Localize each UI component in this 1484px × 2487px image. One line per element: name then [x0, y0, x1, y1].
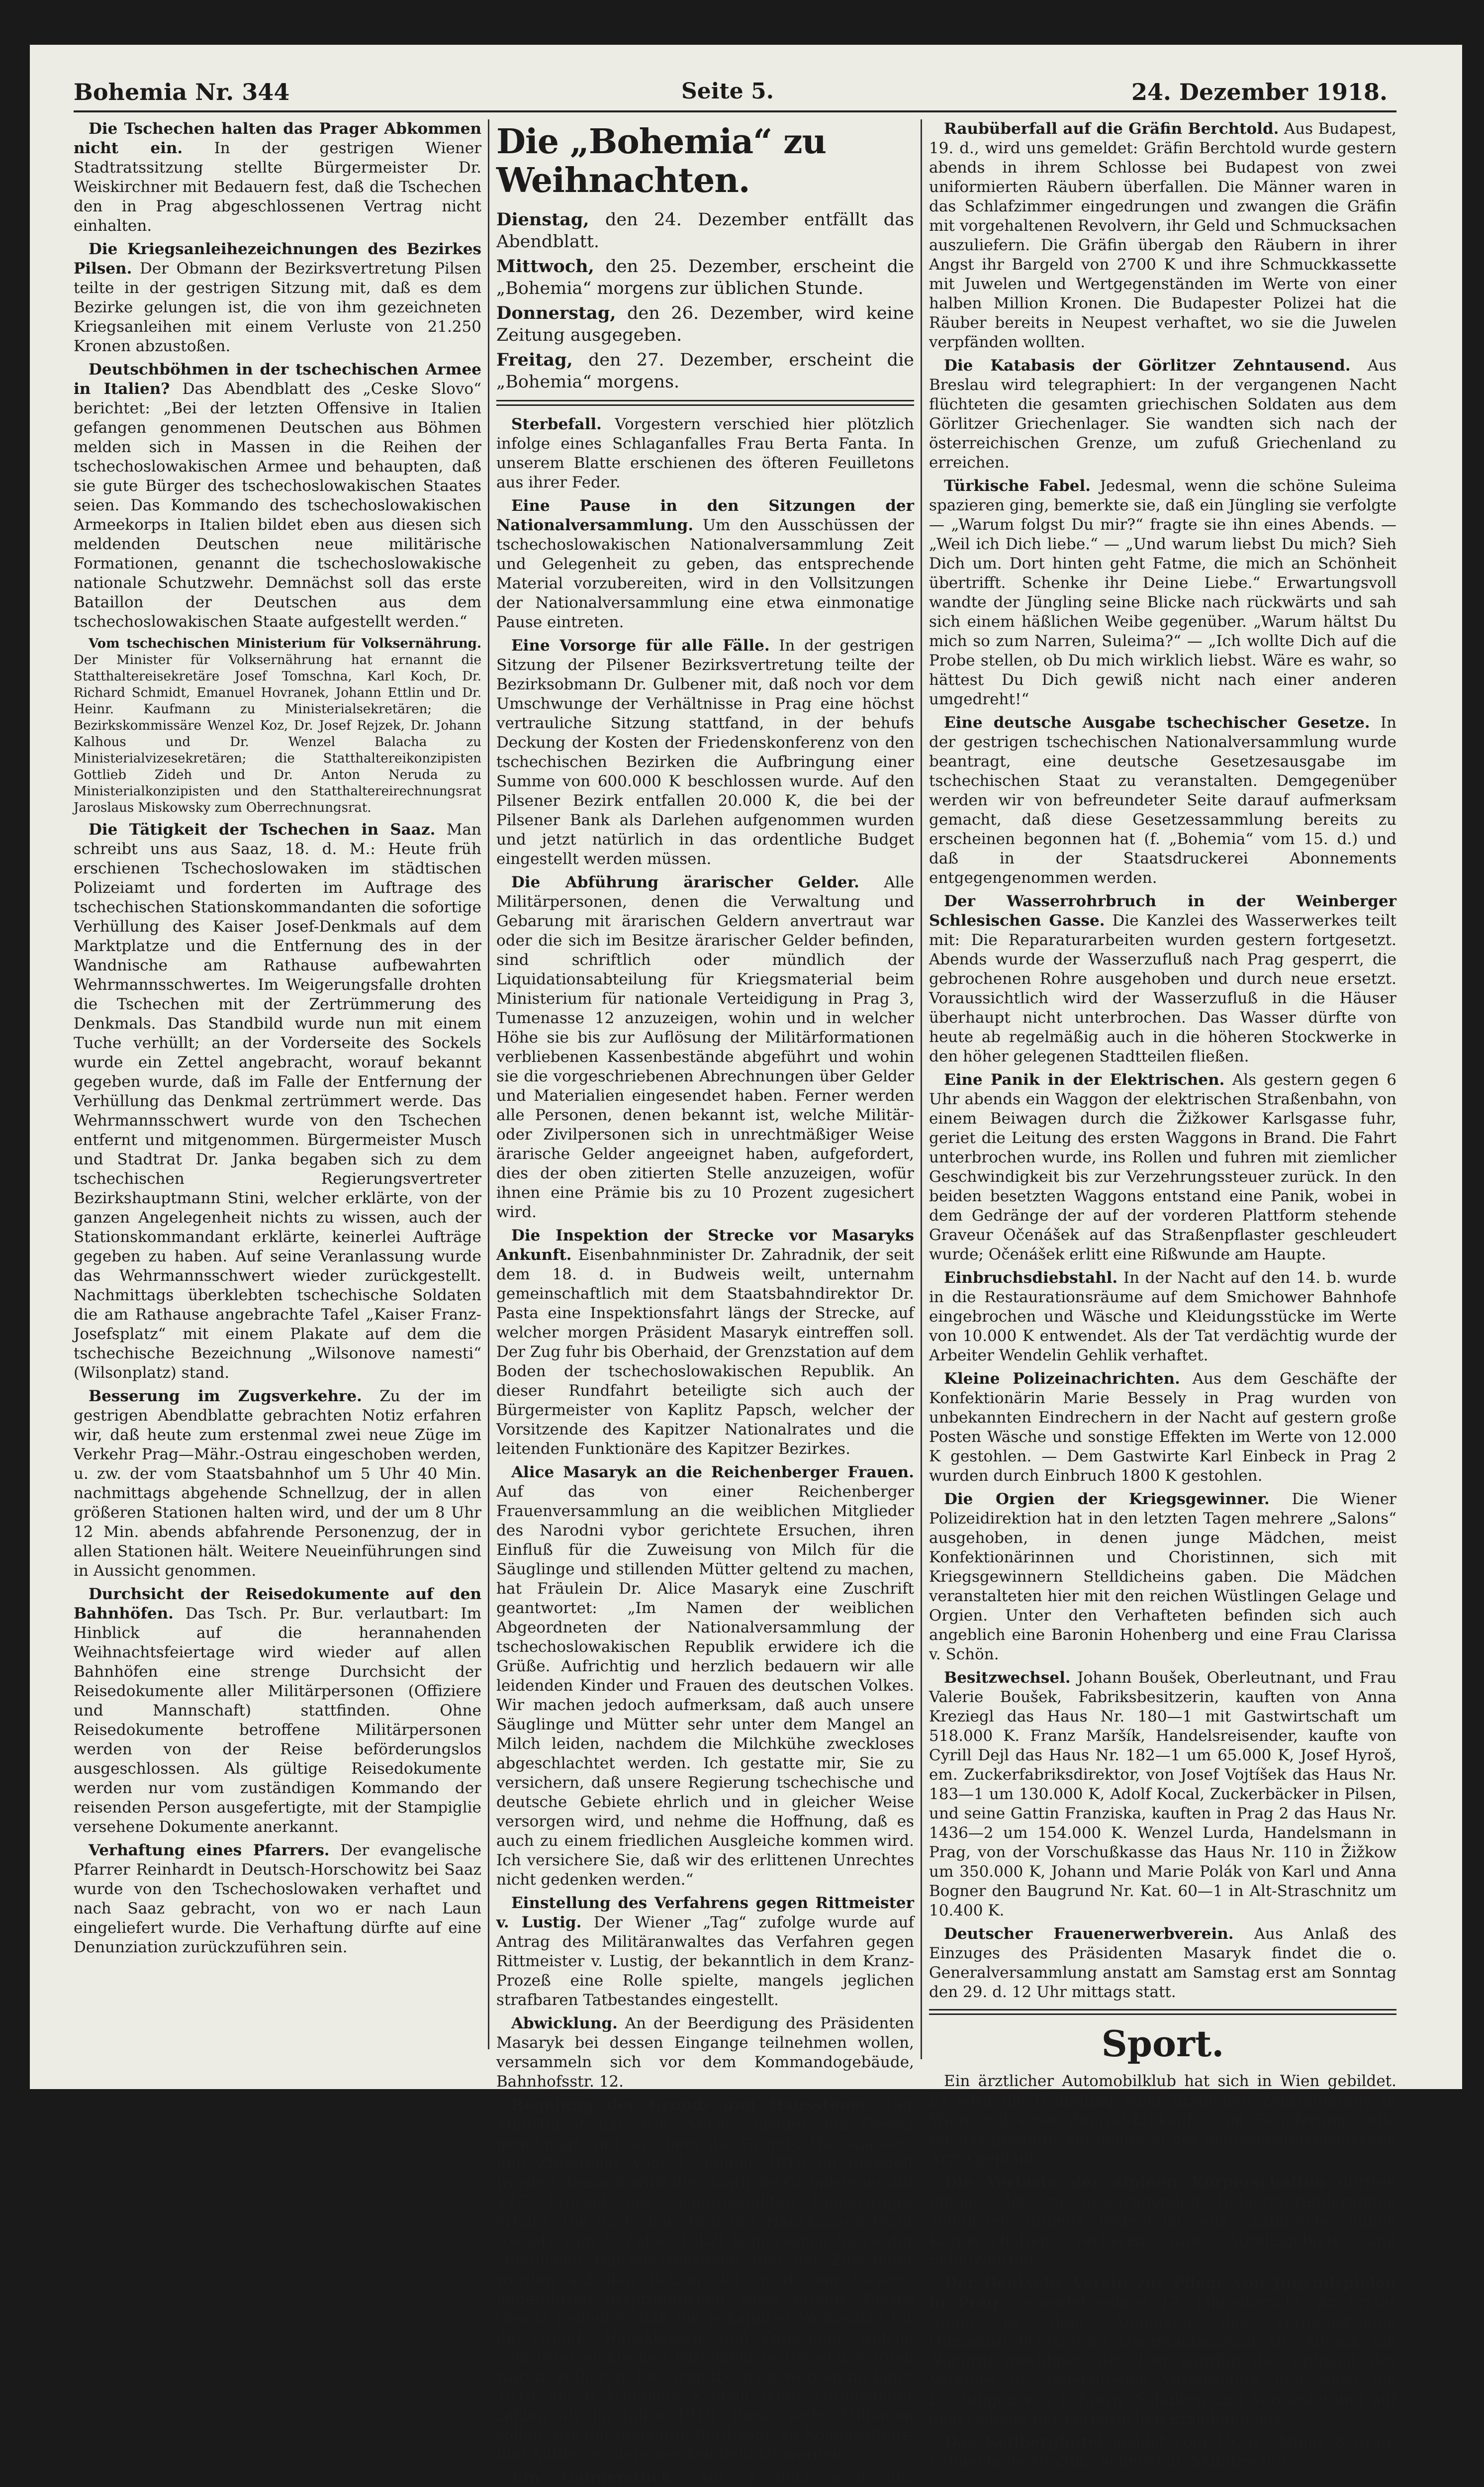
article-body: In der gestrigen tschechischen Nationalversammlung wurde beantragt, eine deutsche Gesetzesausgabe im tschechischen Staat zu veranstalten. Demgegenüber werden wir von befreundeter Seite darauf aufmerksam gemacht, daß diese Gesetzessammlung bereits zu erscheinen begonnen hat (f. „Bohemia“ vom 15. d.) und daß in der Staatsdruckerei Abonnements entgegengenommen werden. [929, 714, 1396, 887]
article-body: Das Abendblatt des „Ceske Slovo“ berichtet: „Bei der letzten Offensive in Italien gefangen genommenen Deutschen aus Böhmen melden sich in Massen in die Reihen der tschechoslowakischen Armee und behaupten, daß sie gute Bürger des tschechoslowakischen Staates seien. Das Kommando des tschechoslowakischen Armeekorps in Italien bildet eben aus diesen sich meldenden Deutschen neue militärische Formationen, genannt die tschechoslowakische nationale Schutzwehr. Demnächst soll das erste Bataillon der Deutschen aus dem tschechoslowakischen Staate aufgestellt werden.“ [74, 380, 481, 631]
article-body: An der Beerdigung des Präsidenten Masaryk bei dessen Eingange teilnehmen wollen, versammeln sich vor dem Kommandogebäude, Bahnhofsstr. 12. [496, 2014, 915, 2091]
article-headline: Die Tätigkeit der Tschechen in Saaz. [89, 821, 436, 839]
article-body: den 27. Dezember, erscheint die „Bohemia“ morgens. [496, 350, 914, 392]
article [74, 1841, 481, 1957]
article-body: Aus dem Geschäfte der Konfektionärin Marie Bessely in Prag wurden von unbekannten Eindrechern in der Nacht auf gestern große Posten Wäsche und sonstige Effekten im Werte von 12.000 K gestohlen. — Dem Gastwirte Karl Einbeck in Prag 2 wurden durch Einbruch 1800 K gestohlen. [929, 1370, 1396, 1485]
article-headline: Eine deutsche Ausgabe tschechischer Gesetze. [944, 714, 1370, 732]
article [74, 1585, 481, 1837]
article-headline: Alice Masaryk an die Reichenberger Frauen. [511, 1463, 914, 1481]
article-body: Die Wiener Polizeidirektion hat in den letzten Tagen mehrere „Salons“ ausgehoben, in denen junge Mädchen, meist Konfektionärinnen und Choristinnen, sich mit Kriegsgewinnern Stelldicheins gaben. Die Mädchen veranstalteten hier mit den reichen Wüstlingen Gelage und Orgien. Unter den Verhafteten befinden sich auch angeblich eine Baronin Hohenberg und eine Frau Clarissa v. Schön. [929, 1490, 1396, 1663]
article-headline: Freitag, [496, 350, 573, 370]
article-headline: Eine Vorsorge für alle Fälle. [511, 637, 770, 655]
article [496, 873, 914, 1222]
article-body: In der gestrigen Wiener Stadtratssitzung stellte Bürgermeister Dr. Weiskirchner mit Bedauern fest, daß die Tschechen den in Prag abgeschlossenen Vertrag nicht einhalten. [74, 139, 482, 235]
section-rule [929, 2009, 1396, 2015]
news-items [929, 119, 1396, 2002]
article-body: Der evangelische Pfarrer Reinhardt in Deutsch-Horschowitz bei Saaz wurde von den Tschechoslowaken verhaftet und nach Saaz gebracht, von wo er nach Laun eingeliefert wurde. Die Verhaftung dürfte auf eine Denunziation zurückzuführen sein. [74, 1841, 481, 1956]
schedule-item [496, 209, 914, 253]
article-headline: Die Orgien der Kriegsgewinner. [944, 1490, 1270, 1508]
issue-number: Bohemia Nr. 344 [74, 79, 290, 105]
newspaper-page [30, 45, 1462, 2487]
sport-items [929, 2072, 1396, 2472]
article-headline: Mittwoch, [496, 256, 594, 277]
sport-article [929, 2173, 1396, 2270]
page-number: Seite 5. [681, 79, 774, 104]
article-body: Eisenbahnminister Dr. Zahradnik, der seit dem 18. d. in Budweis weilt, unternahm gemeinschaftlich mit dem Staatsbahndirektor Dr. Pasta eine Inspektionsfahrt längs der Strecke, auf welcher morgen Präsident Masaryk eintreffen soll. Der Zug fuhr bis Oberhaid, der Grenzstation auf dem Boden der tschechoslowakischen Republik. An dieser Rundfahrt beteiligte sich auch der Bürgermeister von Kaplitz Papsch, welcher der Vorsitzende des Kapitzer Nationalrates und die leitenden Funktionäre des Kapitzer Bezirkes. [496, 1246, 914, 1458]
article-headline: Vom tschechischen Ministerium für Volksernährung. [89, 636, 481, 651]
article-body: Der Ministerrat hat, wie „Večer“ meldet, ein Gesetz genehmigt, mit welchem die Grund-, Hausklassen- und Zinssteuer vom 1. Jänner 1919 an geregelt werden. Danach wird die staatliche Grundsteuer auf 22,7 Prozent des sichergestellten Reinertrages erhöht. Die nach dem Tarif der Hausklassensteuer (Gesetz vom 9. Feber 1882) bemessenen Sätze der staatlichen Hausklassensteuer und der Zinssteuer werden auf den Betrag der in diesem Gesetze angeführten ursprünglichen Sätze erhöht. Dieses Gesetz bedeutet, daß die bekannten Wohnsätze für die Grund-, Hausklassen- und Zinssteuer, welche vom österreichischen Parlament festgesetzt worden waren, aufhören. Die Grundbesitzer werden im Jahre 1919 um 6 Millionen Kronen mehr Grundsteuer zahlen als im Jahre 1918. Diese sechs Millionen sollen, wie der genannte Blatt sagt, zu Kolonisations- und Aufbesserungszwecken benützt werden. [496, 2096, 914, 2463]
holiday-schedule [496, 209, 914, 393]
article [929, 1490, 1396, 1664]
article-headline: Deutschböhmen in der tschechischen Armee in Italien? [74, 361, 481, 398]
schedule-item [496, 302, 914, 346]
article-body: Der Obmann der Bezirksvertretung Pilsen teilte in der gestrigen Sitzung mit, daß es dem Bezirke gelungen ist, die von ihm gezeichneten Kriegsanleihen mit einem Verluste von 21.250 Kronen abzustoßen. [74, 260, 481, 355]
article [74, 820, 481, 1383]
issue-date: 24. Dezember 1918. [1131, 79, 1388, 105]
schedule-item [496, 349, 914, 393]
article [74, 240, 481, 356]
article [929, 1369, 1396, 1486]
article [496, 1226, 914, 1459]
article-headline: Donnerstag, [496, 303, 616, 323]
article-body: Jedesmal, wenn die schöne Suleima spazieren ging, bemerkte sie, daß ein Jüngling sie verfolgte — „Warum folgst Du mir?“ fragte sie ihn eines Abends. — „Weil ich Dich liebe.“ — „Und warum liebst Du mich? Sieh Dich um. Dort hinten geht Fatme, die mich an Schönheit übertrifft. Schenke ihr Deine Liebe.“ Erwartungsvoll wandte der Jüngling seine Blicke nach rückwärts und sah sich einem häßlichen Weibe gegenüber. „Warum hältst Du mich so zum Narren, Suleima?“ — „Ich wollte Dich auf die Probe stellen, ob Du mich wirklich liebst. Wäre es wahr, so hättest Du Dich gewiß nicht nach einer anderen umgedreht!“ [929, 477, 1396, 708]
article [74, 636, 481, 816]
article-headline: Türkische Fabel. [944, 477, 1091, 495]
article-headline: Sterbefall. [511, 415, 602, 433]
article-body: Johann Boušek, Oberleutnant, und Frau Valerie Boušek, Fabriksbesitzerin, kauften von Anna Kreziegl das Haus Nr. 180—1 mit Gastwirtschaft um 518.000 K. Franz Maršík, Handelsreisender, kaufte von Cyrill Dejl das Haus Nr. 182—1 um 65.000 K, Josef Hyroš, em. Zuckerfabriksdirektor, von Josef Vojtíšek das Haus Nr. 183—1 um 130.000 K, Adolf Kocal, Zuckerbäcker in Pilsen, und seine Gattin Franziska, kauften in Prag 2 das Haus Nr. 1436—2 um 154.000 K. Wenzel Lurda, Handelsmann in Prag, von der Vorschußkasse das Haus Nr. 110 in Žižkow um 350.000 K, Johann und Marie Polák von Karl und Anna Bogner den Baugrund Nr. Kat. 60—1 in Alt-Straschnitz um 10.400 K. [929, 1669, 1396, 1919]
article [74, 119, 481, 236]
article [496, 415, 914, 492]
article [929, 1924, 1396, 2002]
article-body: Die Kanzlei des Wasserwerkes teilt mit: Die Reparaturarbeiten wurden gestern fortgesetzt. Abends wurde der Wasserzufluß nach Prag gesperrt, die gebrochenen Rohre ausgehoben und durch neue ersetzt. Voraussichtlich wird der Wasserzufluß in die Häuser überhaupt nicht unterbrochen. Das Wasser dürfte von heute ab regelmäßig auch in die höheren Stockwerke in den höher gelegenen Stadtteilen fließen. [929, 912, 1396, 1065]
article-body: Aus Budapest, 19. d., wird uns gemeldet: Gräfin Berchtold wurde gestern abends in ihrem Schlosse bei Budapest von zwei uniformierten Räubern überfallen. Die Männer waren in das Schlafzimmer eingedrungen und zwangen die Gräfin mit vorgehaltenen Revolvern, ihr Geld und Schmucksachen auszuliefern. Die Gräfin übergab den Räubern in ihrer Angst ihr Bargeld von 2700 K und ihre Schmuckkassette mit Juwelen und Wertgegenständen im Werte von einer halben Million Kronen. Die Budapester Polizei hat die Räuber bereits in Neupest verhaftet, wo sie die Juwelen verpfänden wollten. [929, 120, 1396, 351]
article-body: Das Tsch. Pr. Bur. verlautbart: Im Hinblick auf die herannahenden Weihnachtsfeiertage wird wieder auf allen Bahnhöfen eine strenge Durchsicht der Reisedokumente aller Militärpersonen (Offiziere und Mannschaft) stattfinden. Ohne Reisedokumente betroffene Militärpersonen werden von der Reise beförderungslos ausgeschlossen. Als gültige Reisedokumente werden nur vom zuständigen Kommando der reisenden Person ausgefertigte, mit der Stampiglie versehene Dokumente anerkannt. [74, 1605, 481, 1836]
article-body: Ein ärztlicher Automobilklub hat sich in Wien gebildet. Es wird die Gründung einer ärztlichen Zentralgarage in Wien und einer Zentral-Einkaufs- und Belieferungsstelle für das gesamte Automaterial der deutschösterreichischen Ärzte geplant. [929, 2072, 1396, 2168]
article [929, 1070, 1396, 1264]
sport-heading: Sport. [1101, 2022, 1224, 2065]
article-headline: Die Verluste der alpinen Körperschaften [944, 2173, 1326, 2191]
article-body: Auf das von einer Reichenberger Frauenversammlung an die weiblichen Mitglieder des Narodni vybor gerichtete Ersuchen, ihren Einfluß für die Zuweisung von Milch für die Säuglinge und stillenden Mütter geltend zu machen, hat Fräulein Dr. Alice Masaryk eine Zuschrift geantwortet: „Im Namen der weiblichen Abgeordneten der Nationalversammlung der tschechoslowakischen Republik erwidere ich die Grüße. Aufrichtig und herzlich bedauern wir alle leidenden Kinder und Frauen des deutschen Volkes. Wir machen jedoch aufmerksam, daß auch unsere Säuglinge und Mütter sehr unter dem Mangel an Milch leiden, nachdem die Milchkühe zweckloses abgeschlachtet werden. Ich gestatte mir, Sie zu versichern, daß unsere Regierung tschechische und deutsche Gebiete ehrlich und in gleicher Weise versorgen wird, und nehme die Hoffnung, daß es auch zu einem friedlichen Ausgleiche kommen wird. Ich versichere Sie, daß wir des erlittenen Unrechtes nicht gedenken werden.“ [496, 1483, 914, 1889]
article-body: Aus Breslau wird telegraphiert: In der vergangenen Nacht flüchteten die gesamten griechischen Soldaten aus dem Görlitzer Griechenlager. Sie wandten sich nach der österreichischen Grenze, um zufuß Griechenland zu erreichen. [929, 357, 1396, 472]
column-middle [496, 119, 915, 2487]
article-headline: Eine Pause in den Sitzungen der Nationalversammlung. [496, 497, 914, 534]
article-body: Der Wiener „Tag“ zufolge wurde auf Antrag des Militäranwaltes das Verfahren gegen Rittmeister v. Lustig, der bekanntlich in dem Kranz-Prozeß eine Rolle spielte, mangels jeglichen strafbaren Tatbestandes eingestellt. [496, 1913, 914, 2009]
article-headline: Regelung der Grund- und Haussteuer. [511, 2096, 873, 2114]
article-headline: Einstellung des Verfahrens gegen Rittmeister v. Lustig. [496, 1894, 914, 1931]
article [929, 477, 1396, 709]
news-items [496, 415, 914, 2487]
article-headline: Dienstag, [496, 209, 589, 230]
article-body: Um den Ausschüssen der tschechoslowakischen Nationalversammlung Zeit und Gelegenheit zu geben, das entsprechende Material vorzubereiten, wird in den Vollsitzungen der Nationalversammlung eine etwa einmonatige Pause eintreten. [496, 516, 915, 631]
schedule-item [496, 256, 914, 299]
article-headline: Der Wasserrohrbruch in der Weinberger Schlesischen Gasse. [929, 892, 1396, 930]
sport-article [929, 2274, 1396, 2429]
article-body: Alle Militärpersonen, denen die Verwaltung und Gebarung mit ärarischen Geldern anvertraut war oder die sich im Besitze ärarischer Gelder befinden, sind schriftlich oder mündlich der Liquidationsabteilung für Kriegsmaterial beim Ministerium für nationale Verteidigung in Prag 3, Tumenasse 12 anzuzeigen, wohin und in welcher Höhe sie bis zur Auflösung der Militärformationen verbliebenen Kassenbestände abgeführt und wohin sie die vorgeschriebenen Abrechnungen über Gelder und Materialien eingesendet haben. Ferner werden alle Personen, denen bekannt ist, welche Militär- oder Zivilpersonen sich in unrechtmäßiger Weise ärarische Gelder angeeignet haben, aufgefordert, dies der oben zitierten Stelle anzuzeigen, wofür ihnen eine Prämie bis zu 10 Prozent zugesichert wird. [496, 873, 914, 1221]
section-rule [496, 400, 914, 406]
article-body: versendet seinen 17. Jahresbericht. An erster Stelle ist dem Andenken des verdienstvollen Obmannstellvertreters Oberstaatsanwalt Dr. Allesch ein Nachruf gewidmet; der Text würdigt die Tätigkeit des Vereines im abgelaufenen Vereinsjahre und weist die Leistungen von Lehrern, Schülern und Vereinsleitung auf dem Gebiete der körperlichen Erziehung aus. [929, 2294, 1396, 2428]
article-headline: Deutscher Frauenerwerbverein. [944, 1925, 1234, 1943]
column-right [929, 119, 1397, 2471]
article-headline: Das Keilberghotel [944, 2433, 1104, 2451]
article-headline: Kleine Polizeinachrichten. [944, 1370, 1180, 1388]
article [496, 1463, 914, 1890]
article-body: den 24. Dezember entfällt das Abendblatt. [496, 210, 914, 252]
article [929, 713, 1396, 888]
article-headline: Die Abführung ärarischer Gelder. [511, 873, 859, 891]
article-headline: Besserung im Zugsverkehre. [89, 1387, 362, 1405]
article [929, 1268, 1396, 1365]
article-headline: Die Tschechen halten das Prager Abkommen nicht ein. [74, 120, 481, 157]
column-left [74, 119, 481, 2049]
article [74, 1387, 481, 1581]
article-body: Zu der im gestrigen Abendblatte gebrachten Notiz erfahren wir, daß heute zum erstenmal zwei neue Züge im Verkehr Prag—Mähr.-Ostrau eingeschoben werden, u. zw. der vom Staatsbahnhof um 5 Uhr 40 Min. nachmittags abgehende Schnellzug, der in allen größeren Stationen halten wird, und der um 8 Uhr 12 Min. abends abfahrende Personenzug, der in allen Stationen hält. Weitere Neueinführungen sind in Aussicht genommen. [74, 1387, 481, 1580]
sport-article [929, 2072, 1396, 2169]
article-headline: Die Katabasis der Görlitzer Zehntausend. [944, 357, 1351, 375]
column-divider [488, 119, 489, 2049]
article [496, 2014, 914, 2092]
article-headline: Eine Panik in der Elektrischen. [944, 1071, 1225, 1089]
article [496, 496, 914, 632]
article [929, 892, 1396, 1066]
article-body: Der Minister für Volksernährung hat ernannt die Statthaltereisekretäre Josef Tomschna, Karl Koch, Dr. Richard Schmidt, Emanuel Hovranek, Johann Ettlin und Dr. Heinr. Kaufmann zu Ministerialsekretären; die Bezirkskommissäre Wenzel Koz, Dr. Josef Rejzek, Dr. Johann Kalhous und Dr. Wenzel Balacha zu Ministerialvizesekretären; die Statthaltereikonzipisten Gottlieb Zideh und Dr. Anton Neruda zu Ministerialkonzipisten und den Statthaltereirechnungsrat Jaroslaus Miskowsky zum Oberrechnungsrat. [74, 653, 481, 815]
article-headline: Besitzwechsel. [944, 1669, 1071, 1687]
article [929, 119, 1396, 352]
article-headline: Durchsicht der Reisedokumente auf den Bahnhöfen. [74, 1585, 481, 1623]
article [929, 356, 1396, 473]
article-body: Aus Kreibitz wird uns [698, 2469, 914, 2487]
article [929, 1668, 1396, 1920]
article-headline: Abwicklung. [511, 2014, 618, 2032]
article-headline: Einbruchsdiebstahl. [944, 1269, 1118, 1287]
article-headline: Die Inspektion der Strecke vor Masaryks Ankunft. [496, 1227, 914, 1264]
article-body: In der Nacht auf den 14. b. wurde in die Restaurationsräume auf dem Smichower Bahnhofe eingebrochen und Wäsche und Kleidungsstücke im Werte von 10.000 K entwendet. Als der Tat verdächtig wurde der Arbeiter Wendelin Gehlik verhaftet. [929, 1269, 1396, 1364]
article-headline: Verhaftung eines Pfarrers. [89, 1841, 330, 1859]
article [496, 1894, 914, 2010]
article-body: In der gestrigen Sitzung der Pilsener Bezirksvertretung teilte der Bezirksobmann Dr. Gulbener mit, daß noch vor dem Umschwunge der Verhältnisse in Prag eine höchst vertrauliche Sitzung stattfand, in der behufs Deckung der Kosten der Friedenskonferenz von den tschechischen Bezirken die Aufbringung einer Summe von 600.000 K beschlossen wurde. Auf den Pilsener Bezirk entfallen 20.000 K, die bei der Pilsener Bank als Darlehen aufgenommen wurden und jetzt natürlich in das ordentliche Budget eingestellt werden müssen. [496, 637, 914, 868]
article-body: dürften infolge der zu gewärtigenden Gebietsveränderungen zugunsten Italiens bedeutend sein. Zahlreiche alpine Körperschaften verlieren ihre Arbeitsgebiete und Schutzhütten. [929, 2173, 1397, 2269]
article [496, 2468, 914, 2487]
christmas-banner: Die „Bohemia“ zu Weihnachten. [496, 122, 827, 200]
article-headline: Raubüberfall auf die Gräfin Berchtold. [944, 120, 1279, 138]
article-body: Als gestern gegen 6 Uhr abends ein Waggon der elektrischen Straßenbahn, von einem Beiwagen durch die Žižkower Karlsgasse fuhr, geriet die Leitung des ersten Waggons in Brand. Die Fahrt unterbrochen wurde, ins Rollen und fuhren mit ziemlicher Geschwindigkeit bis zur Verzehrungssteuer zurück. In den beiden besetzten Waggons entstand eine Panik, wobei in dem Gedränge der auf der vorderen Plattform stehende Graveur Očenášek auf das Straßenpflaster geschleudert wurde; Očenášek erlitt eine Rißwunde am Haupte. [929, 1071, 1396, 1263]
article [74, 360, 481, 632]
header-rule [74, 110, 1396, 112]
article-body: den 26. Dezember, wird keine Zeitung ausgegeben. [496, 303, 914, 345]
article-body: Aus Anlaß des Einzuges des Präsidenten Masaryk findet die o. Generalversammlung anstatt am Samstag erst am Sonntag den 29. d. 12 Uhr mittags statt. [929, 1925, 1396, 2001]
sport-article [929, 2433, 1396, 2472]
article [496, 2096, 914, 2464]
article-body: Man schreibt uns aus Saaz, 18. d. M.: Heute früh erschienen Tschechoslowaken im städtischen Polizeiamt und forderten im Auftrage des tschechischen Stationskommandanten die sofortige Verhüllung des Kaiser Josef-Denkmals auf dem Marktplatze und die Entfernung des in der Wandnische am Rathause aufbewahrten Wehrmannsschwertes. Im Weigerungsfalle drohten die Tschechen mit der Zertrümmerung des Denkmals. Das Standbild wurde nun mit einem Tuche verhüllt; an der Vorderseite des Sockels wurde ein Zettel angebracht, worauf bekannt gegeben wurde, daß im Falle der Entfernung der Verhüllung das Denkmal zertrümmert werde. Das Wehrmannsschwert wurde von den Tschechen entfernt und mitgenommen. Bürgermeister Musch und Stadtrat Dr. Janka begaben sich zu dem tschechischen Regierungsvertreter Bezirkshauptmann Stini, welcher erklärte, von der ganzen Angelegenheit nichts zu wissen, auch der Stationskommandant erklärte, keinerlei Aufträge gegeben zu haben. Auf seine Veranlassung wurde das Wehrmannsschwert wieder zurückgestellt. Nachmittags überklebten tschechische Soldaten die am Rathause angebrachte Tafel „Kaiser Franz-Josefsplatz“ mit einem Plakate auf dem die tschechische Bezeichnung „Wilsonove namesti“ (Wilsonplatz) stand. [74, 821, 482, 1382]
article-body: den 25. Dezember, erscheint die „Bohemia“ morgens zur üblichen Stunde. [496, 257, 914, 298]
article-headline: Ein Gaunerstück. [511, 2469, 677, 2487]
article-headline: Die Kriegsanleihezeichnungen des Bezirkes Pilsen. [74, 240, 481, 278]
article-body: Vorgestern verschied hier plötzlich infolge eines Schlaganfalles Frau Berta Fanta. In unserem Blatte erschienen des öfteren Feuilletons aus ihrer Feder. [496, 415, 914, 491]
column-divider [921, 119, 922, 2059]
article-body: meldet vom 19. d.: Minus 8 Grad, Schneehöhe 40 Zim., Schneefall, Skifähre gut. [929, 2433, 1396, 2471]
article-headline: Der Deutsche Verein zur Pflege von Jugendspielen in Prag [929, 2274, 1396, 2311]
article [496, 636, 914, 869]
